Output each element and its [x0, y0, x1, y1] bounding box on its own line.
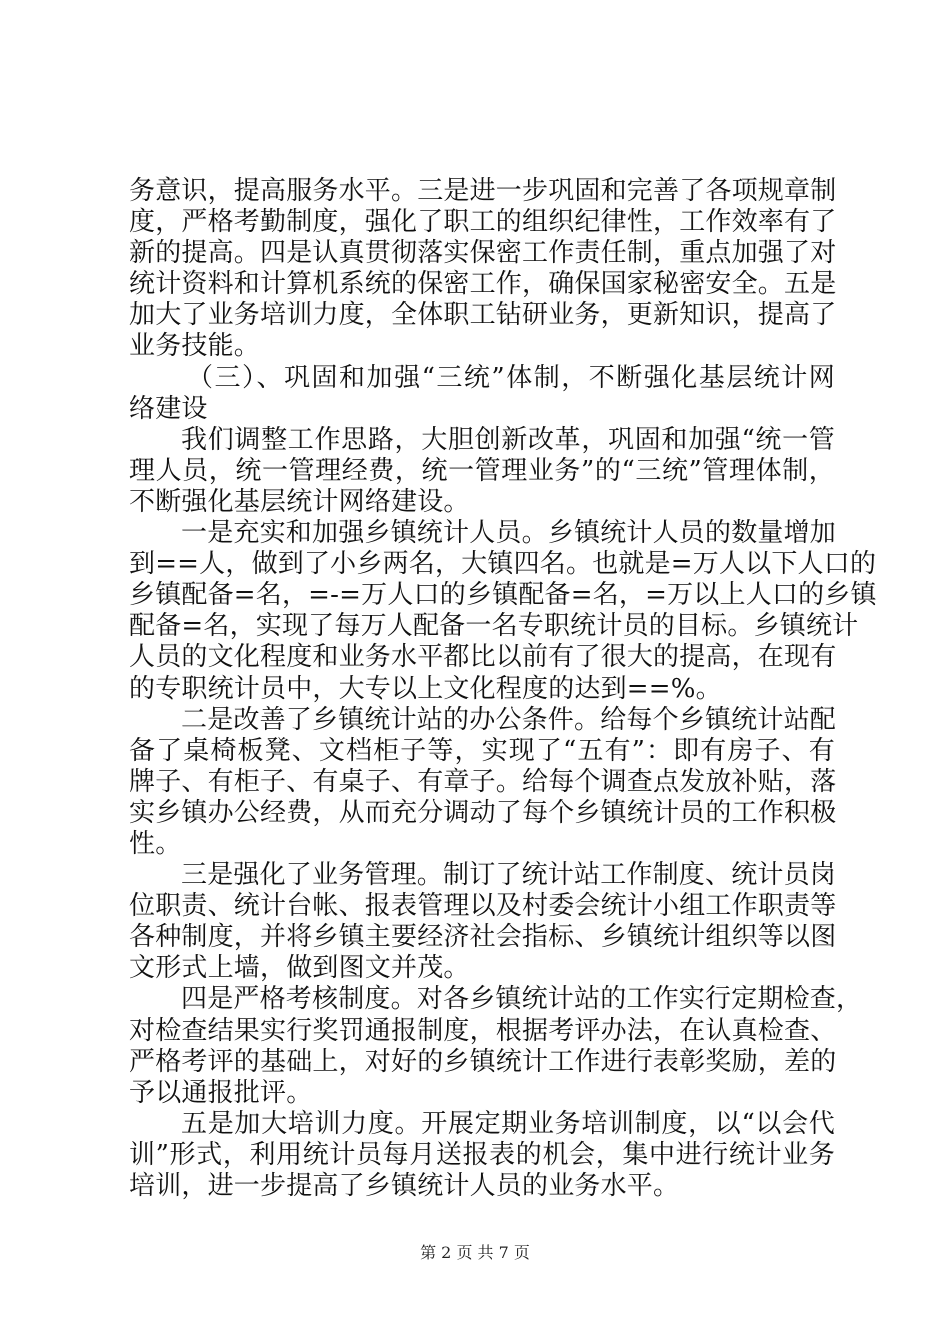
text-line: 统计资料和计算机系统的保密工作，确保国家秘密安全。五是	[129, 269, 837, 300]
section-heading-cont: 络建设	[129, 393, 208, 424]
text-line: 理人员，统一管理经费，统一管理业务”的“三统”管理体制，	[129, 455, 835, 486]
text-line: 一是充实和加强乡镇统计人员。乡镇统计人员的数量增加	[181, 518, 837, 549]
text-line: 性。	[129, 828, 182, 859]
text-line: 人员的文化程度和业务水平都比以前有了很大的提高，在现有	[129, 642, 837, 673]
text-line: 不断强化基层统计网络建设。	[129, 486, 470, 517]
text-line: 的专职统计员中，大专以上文化程度的达到==%。	[129, 673, 722, 704]
text-line: 到==人，做到了小乡两名，大镇四名。也就是=万人以下人口的	[129, 549, 877, 580]
text-line: 乡镇配备=名，=-=万人口的乡镇配备=名，=万以上人口的乡镇	[129, 580, 877, 611]
page-number-footer: 第 2 页 共 7 页	[420, 1243, 530, 1262]
text-line: 我们调整工作思路，大胆创新改革，巩固和加强“统一管	[181, 424, 835, 455]
text-line: 加大了业务培训力度，全体职工钻研业务，更新知识，提高了	[129, 300, 837, 331]
text-line: 业务技能。	[129, 331, 261, 362]
text-line: 务意识，提高服务水平。三是进一步巩固和完善了各项规章制	[129, 176, 837, 206]
text-line: 二是改善了乡镇统计站的办公条件。给每个乡镇统计站配	[181, 704, 837, 735]
text-line: 实乡镇办公经费，从而充分调动了每个乡镇统计员的工作积极	[129, 797, 837, 828]
text-line: 五是加大培训力度。开展定期业务培训制度，以“以会代	[181, 1108, 835, 1139]
text-line: 予以通报批评。	[129, 1077, 313, 1108]
text-line: 备了桌椅板凳、文档柜子等，实现了“五有”：即有房子、有	[129, 735, 835, 766]
text-line: 严格考评的基础上，对好的乡镇统计工作进行表彰奖励，差的	[129, 1046, 837, 1077]
text-line: 培训，进一步提高了乡镇统计人员的业务水平。	[129, 1171, 680, 1201]
text-line: 三是强化了业务管理。制订了统计站工作制度、统计员岗	[181, 860, 837, 891]
text-line: 对检查结果实行奖罚通报制度，根据考评办法，在认真检查、	[129, 1015, 837, 1046]
text-line: 度，严格考勤制度，强化了职工的组织纪律性，工作效率有了	[129, 207, 837, 238]
text-line: 训”形式，利用统计员每月送报表的机会，集中进行统计业务	[129, 1139, 835, 1170]
text-line: 新的提高。四是认真贯彻落实保密工作责任制，重点加强了对	[129, 238, 837, 269]
text-line: 配备=名，实现了每万人配备一名专职统计员的目标。乡镇统计	[129, 611, 859, 642]
text-line: 各种制度，并将乡镇主要经济社会指标、乡镇统计组织等以图	[129, 922, 837, 953]
text-line: 文形式上墙，做到图文并茂。	[129, 953, 470, 984]
text-line: 位职责、统计台帐、报表管理以及村委会统计小组工作职责等	[129, 891, 837, 922]
document-body	[129, 176, 877, 1202]
section-heading: （三）、巩固和加强“三统”体制，不断强化基层统计网	[187, 362, 835, 393]
text-line: 牌子、有柜子、有桌子、有章子。给每个调查点发放补贴，落	[129, 766, 837, 797]
text-line: 四是严格考核制度。对各乡镇统计站的工作实行定期检查，	[181, 984, 863, 1015]
